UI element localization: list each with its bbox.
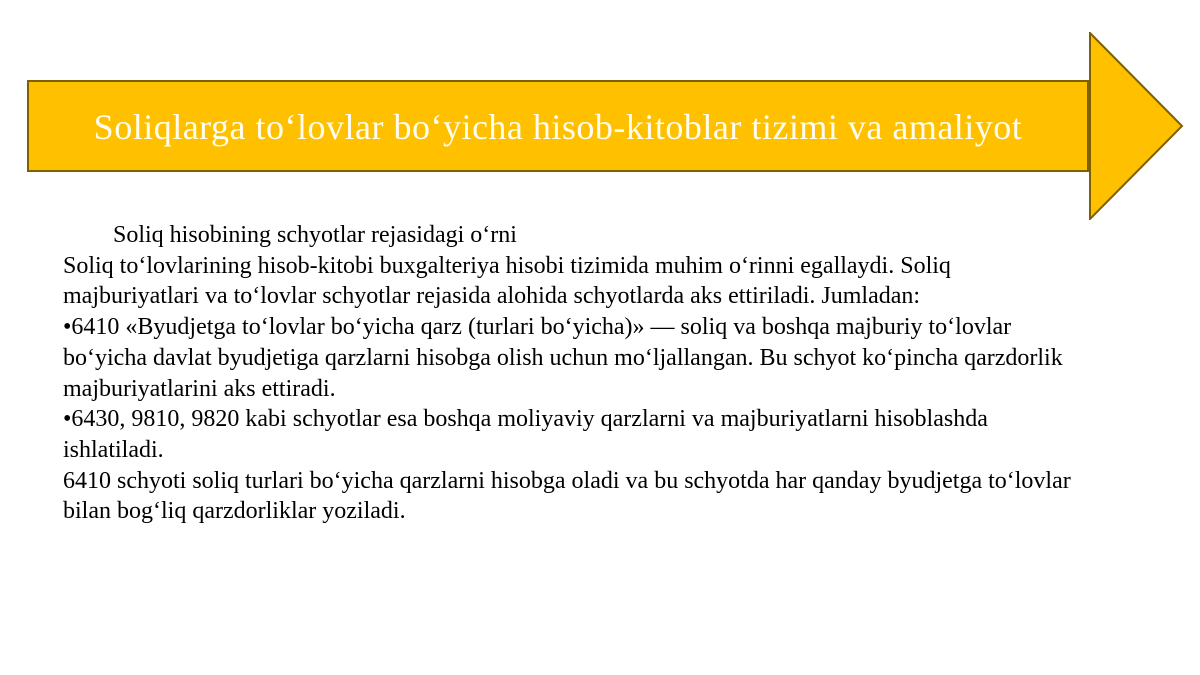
slide-title: Soliqlarga toʻlovlar boʻyicha hisob-kitoblar tizimi va amaliyot (93, 107, 1023, 147)
title-banner (27, 80, 1089, 172)
body-line-7: ishlatiladi. (63, 436, 164, 463)
body-line-2: majburiyatlari va toʻlovlar schyotlar rejasida alohida schyotlarda aks ettiriladi. Jumladan: (63, 283, 921, 310)
body-line-8: 6410 schyoti soliq turlari boʻyicha qarzlarni hisobga oladi va bu schyotda har qanday byudjetga toʻlovlar (63, 467, 1071, 494)
body-line-6: •6430, 9810, 9820 kabi schyotlar esa boshqa moliyaviy qarzlarni va majburiyatlarni hisoblashda (63, 406, 988, 433)
body-line-heading: Soliq hisobining schyotlar rejasidagi oʻrni (113, 222, 517, 248)
body-line-5: majburiyatlarini aks ettiradi. (63, 375, 336, 402)
body-text (63, 220, 1153, 527)
body-line-4: boʻyicha davlat byudjetiga qarzlarni hisobga olish uchun moʻljallangan. Bu schyot koʻpincha qarzdorlik (63, 344, 1063, 371)
body-line-9: bilan bogʻliq qarzdorliklar yoziladi. (63, 498, 406, 525)
body-line-1: Soliq toʻlovlarining hisob-kitobi buxgalteriya hisobi tizimida muhim oʻrinni egallaydi. Soliq (63, 252, 951, 279)
arrow-right-icon (1089, 32, 1184, 220)
body-line-3: •6410 «Byudjetga toʻlovlar boʻyicha qarz (turlari boʻyicha)» — soliq va boshqa majburiy toʻlovlar (63, 314, 1012, 341)
